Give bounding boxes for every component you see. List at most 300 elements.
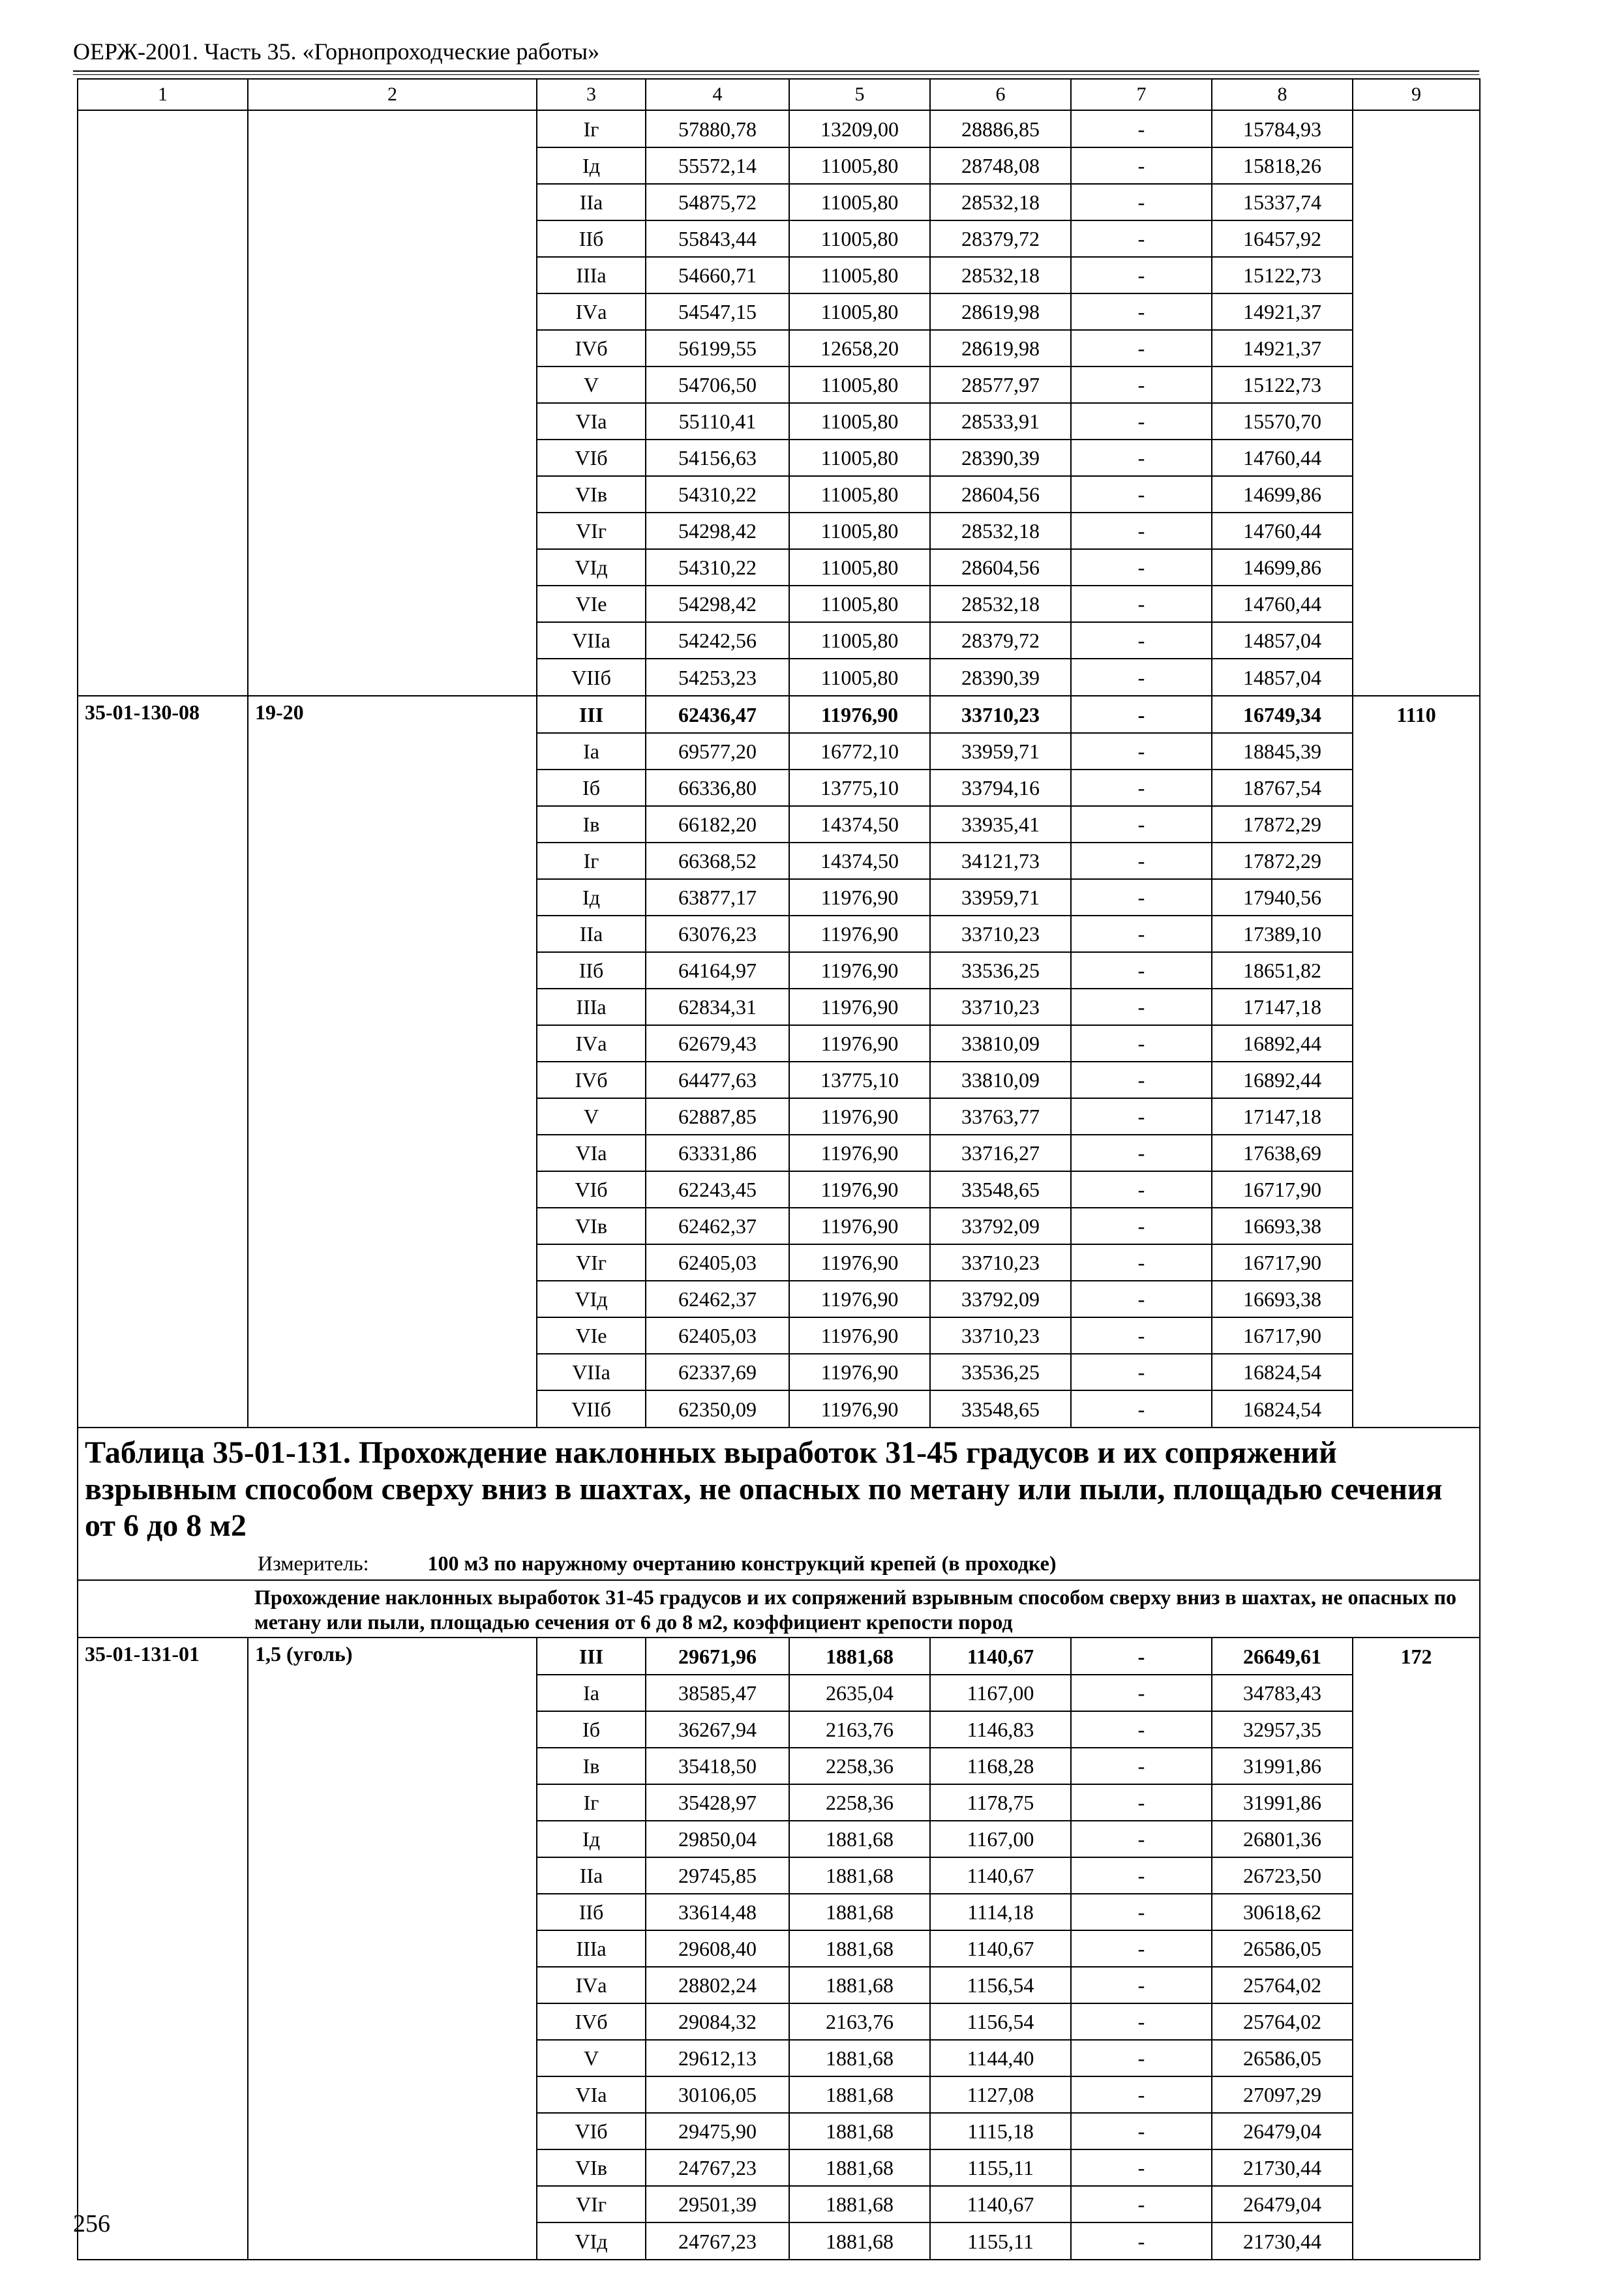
code-cell (78, 147, 248, 184)
code-cell (78, 2113, 248, 2149)
drivers-wages-cell: - (1071, 513, 1212, 549)
code-cell (78, 1062, 248, 1098)
variant-cell: VIв (537, 476, 646, 513)
wages-cell: 11005,80 (789, 147, 930, 184)
table-row (78, 2113, 1480, 2149)
variant-cell: IVа (537, 1967, 646, 2003)
machines-cell: 28604,56 (930, 549, 1071, 586)
wages-cell: 13209,00 (789, 110, 930, 147)
materials-cell: 17147,18 (1212, 989, 1353, 1025)
wages-cell: 11005,80 (789, 513, 930, 549)
variant-cell: VIб (537, 2113, 646, 2149)
parameter-cell (248, 403, 537, 440)
labor-cell (1353, 2149, 1480, 2186)
variant-cell: VIд (537, 2222, 646, 2260)
table-row (78, 1171, 1480, 1208)
machines-cell: 33794,16 (930, 770, 1071, 806)
column-number-row (78, 79, 1480, 110)
machines-cell: 33810,09 (930, 1025, 1071, 1062)
labor-cell (1353, 1208, 1480, 1244)
drivers-wages-cell: - (1071, 1354, 1212, 1390)
table-row (78, 220, 1480, 257)
table-row (78, 806, 1480, 843)
materials-cell: 17389,10 (1212, 916, 1353, 952)
materials-cell: 17872,29 (1212, 843, 1353, 879)
drivers-wages-cell: - (1071, 1711, 1212, 1748)
total-cost-cell: 55110,41 (646, 403, 789, 440)
parameter-cell (248, 879, 537, 916)
machines-cell: 33710,23 (930, 1244, 1071, 1281)
variant-cell: V (537, 367, 646, 403)
labor-cell (1353, 622, 1480, 659)
wages-cell: 11976,90 (789, 1354, 930, 1390)
machines-cell: 1167,00 (930, 1675, 1071, 1711)
wages-cell: 11005,80 (789, 184, 930, 220)
code-cell (78, 622, 248, 659)
materials-cell: 26649,61 (1212, 1638, 1353, 1675)
wages-cell: 16772,10 (789, 733, 930, 770)
machines-cell: 28532,18 (930, 257, 1071, 293)
materials-cell: 15122,73 (1212, 367, 1353, 403)
total-cost-cell: 62405,03 (646, 1317, 789, 1354)
wages-cell: 14374,50 (789, 806, 930, 843)
total-cost-cell: 29671,96 (646, 1638, 789, 1675)
labor-cell (1353, 586, 1480, 622)
variant-cell: Iа (537, 1675, 646, 1711)
parameter-cell (248, 1748, 537, 1784)
variant-cell: VIIа (537, 1354, 646, 1390)
drivers-wages-cell: - (1071, 367, 1212, 403)
table-row (78, 1967, 1480, 2003)
table-row (78, 989, 1480, 1025)
code-cell (78, 1857, 248, 1894)
code-cell (78, 2149, 248, 2186)
wages-cell: 11005,80 (789, 476, 930, 513)
code-cell (78, 2076, 248, 2113)
code-cell (78, 733, 248, 770)
parameter-cell (248, 549, 537, 586)
machines-cell: 28748,08 (930, 147, 1071, 184)
table-row (78, 1062, 1480, 1098)
total-cost-cell: 66182,20 (646, 806, 789, 843)
variant-cell: Iа (537, 733, 646, 770)
total-cost-cell: 56199,55 (646, 330, 789, 367)
parameter-cell (248, 770, 537, 806)
total-cost-cell: 54660,71 (646, 257, 789, 293)
labor-cell (1353, 1171, 1480, 1208)
code-cell (78, 659, 248, 696)
machines-cell: 1146,83 (930, 1711, 1071, 1748)
machines-cell: 28532,18 (930, 184, 1071, 220)
wages-cell: 2258,36 (789, 1748, 930, 1784)
labor-cell (1353, 770, 1480, 806)
labor-cell (1353, 1711, 1480, 1748)
wages-cell: 11976,90 (789, 1171, 930, 1208)
total-cost-cell: 54706,50 (646, 367, 789, 403)
parameter-cell (248, 622, 537, 659)
parameter-cell (248, 916, 537, 952)
code-cell (78, 440, 248, 476)
machines-cell: 1114,18 (930, 1894, 1071, 1930)
parameter-cell (248, 2149, 537, 2186)
total-cost-cell: 62834,31 (646, 989, 789, 1025)
materials-cell: 32957,35 (1212, 1711, 1353, 1748)
code-cell (78, 549, 248, 586)
variant-cell: VIг (537, 2186, 646, 2222)
parameter-cell (248, 1390, 537, 1428)
drivers-wages-cell: - (1071, 1244, 1212, 1281)
wages-cell: 11005,80 (789, 549, 930, 586)
header-rule (73, 70, 1479, 72)
parameter-cell (248, 184, 537, 220)
wages-cell: 11976,90 (789, 1281, 930, 1317)
wages-cell: 11005,80 (789, 659, 930, 696)
table-row (78, 1748, 1480, 1784)
description-cell: Прохождение наклонных выработок 31-45 градусов и их сопряжений взрывным способом сверху вниз в шахтах, не опасных по метану или пыли, площадью сечения от 6 до 8 м2, коэффициент крепости пород (78, 1580, 1480, 1638)
code-cell (78, 1171, 248, 1208)
wages-cell: 11005,80 (789, 257, 930, 293)
drivers-wages-cell: - (1071, 220, 1212, 257)
total-cost-cell: 54156,63 (646, 440, 789, 476)
materials-cell: 21730,44 (1212, 2149, 1353, 2186)
variant-cell: Iг (537, 110, 646, 147)
drivers-wages-cell: - (1071, 659, 1212, 696)
labor-cell (1353, 1098, 1480, 1135)
machines-cell: 28532,18 (930, 586, 1071, 622)
variant-cell: VIIб (537, 659, 646, 696)
labor-cell (1353, 989, 1480, 1025)
column-number-8: 8 (1212, 79, 1353, 110)
labor-cell (1353, 879, 1480, 916)
drivers-wages-cell: - (1071, 2040, 1212, 2076)
total-cost-cell: 55572,14 (646, 147, 789, 184)
code-cell (78, 293, 248, 330)
drivers-wages-cell: - (1071, 440, 1212, 476)
variant-cell: IIIа (537, 257, 646, 293)
variant-cell: Iб (537, 770, 646, 806)
code-cell (78, 1098, 248, 1135)
variant-cell: VIа (537, 2076, 646, 2113)
machines-cell: 1168,28 (930, 1748, 1071, 1784)
machines-cell: 33710,23 (930, 916, 1071, 952)
variant-cell: IIIа (537, 989, 646, 1025)
drivers-wages-cell: - (1071, 952, 1212, 989)
materials-cell: 25764,02 (1212, 1967, 1353, 2003)
labor-cell (1353, 2003, 1480, 2040)
code-cell: 35-01-130-08 (78, 696, 248, 733)
variant-cell: VIб (537, 440, 646, 476)
code-cell (78, 1317, 248, 1354)
labor-cell (1353, 659, 1480, 696)
wages-cell: 11976,90 (789, 1025, 930, 1062)
materials-cell: 30618,62 (1212, 1894, 1353, 1930)
machines-cell: 1167,00 (930, 1821, 1071, 1857)
total-cost-cell: 33614,48 (646, 1894, 789, 1930)
wages-cell: 11976,90 (789, 1208, 930, 1244)
machines-cell: 33935,41 (930, 806, 1071, 843)
code-cell (78, 1967, 248, 2003)
machines-cell: 33810,09 (930, 1062, 1071, 1098)
labor-cell (1353, 1784, 1480, 1821)
labor-cell (1353, 293, 1480, 330)
total-cost-cell: 29745,85 (646, 1857, 789, 1894)
total-cost-cell: 66336,80 (646, 770, 789, 806)
machines-cell: 33959,71 (930, 879, 1071, 916)
price-table (77, 78, 1481, 2260)
variant-cell: IIб (537, 220, 646, 257)
parameter-cell (248, 440, 537, 476)
table-row (78, 1390, 1480, 1428)
machines-cell: 33710,23 (930, 696, 1071, 733)
labor-cell (1353, 1025, 1480, 1062)
materials-cell: 16717,90 (1212, 1317, 1353, 1354)
materials-cell: 16717,90 (1212, 1244, 1353, 1281)
wages-cell: 11005,80 (789, 293, 930, 330)
machines-cell: 1140,67 (930, 2186, 1071, 2222)
drivers-wages-cell: - (1071, 1784, 1212, 1821)
parameter-cell (248, 1171, 537, 1208)
total-cost-cell: 62337,69 (646, 1354, 789, 1390)
total-cost-cell: 63076,23 (646, 916, 789, 952)
table-row (78, 696, 1480, 733)
page-number: 256 (73, 2210, 110, 2237)
table-row (78, 586, 1480, 622)
labor-cell (1353, 2222, 1480, 2260)
drivers-wages-cell: - (1071, 916, 1212, 952)
labor-cell (1353, 147, 1480, 184)
labor-cell (1353, 2076, 1480, 2113)
total-cost-cell: 28802,24 (646, 1967, 789, 2003)
labor-cell (1353, 2040, 1480, 2076)
drivers-wages-cell: - (1071, 1638, 1212, 1675)
machines-cell: 28532,18 (930, 513, 1071, 549)
drivers-wages-cell: - (1071, 293, 1212, 330)
labor-cell (1353, 330, 1480, 367)
materials-cell: 16824,54 (1212, 1390, 1353, 1428)
wages-cell: 1881,68 (789, 1894, 930, 1930)
wages-cell: 1881,68 (789, 1821, 930, 1857)
drivers-wages-cell: - (1071, 2003, 1212, 2040)
materials-cell: 26586,05 (1212, 2040, 1353, 2076)
parameter-cell (248, 2003, 537, 2040)
table-row (78, 257, 1480, 293)
parameter-cell (248, 1062, 537, 1098)
drivers-wages-cell: - (1071, 257, 1212, 293)
variant-cell: Iб (537, 1711, 646, 1748)
total-cost-cell: 62405,03 (646, 1244, 789, 1281)
drivers-wages-cell: - (1071, 1208, 1212, 1244)
variant-cell: VIв (537, 1208, 646, 1244)
total-cost-cell: 64164,97 (646, 952, 789, 989)
table-row (78, 2040, 1480, 2076)
variant-cell: VIа (537, 403, 646, 440)
materials-cell: 14921,37 (1212, 293, 1353, 330)
total-cost-cell: 54875,72 (646, 184, 789, 220)
machines-cell: 33710,23 (930, 989, 1071, 1025)
code-cell (78, 257, 248, 293)
unit-label: Измеритель: (258, 1551, 369, 1575)
labor-cell (1353, 367, 1480, 403)
parameter-cell (248, 1281, 537, 1317)
machines-cell: 1140,67 (930, 1857, 1071, 1894)
machines-cell: 28619,98 (930, 293, 1071, 330)
labor-cell (1353, 110, 1480, 147)
table-row (78, 659, 1480, 696)
drivers-wages-cell: - (1071, 1390, 1212, 1428)
machines-cell: 33710,23 (930, 1317, 1071, 1354)
table-row (78, 2222, 1480, 2260)
table-row (78, 1244, 1480, 1281)
table-row (78, 2186, 1480, 2222)
wages-cell: 11005,80 (789, 440, 930, 476)
drivers-wages-cell: - (1071, 2222, 1212, 2260)
labor-cell (1353, 1390, 1480, 1428)
code-cell (78, 1390, 248, 1428)
column-number-2: 2 (248, 79, 537, 110)
variant-cell: IVб (537, 330, 646, 367)
drivers-wages-cell: - (1071, 549, 1212, 586)
parameter-cell (248, 1354, 537, 1390)
materials-cell: 15570,70 (1212, 403, 1353, 440)
materials-cell: 26586,05 (1212, 1930, 1353, 1967)
parameter-cell (248, 1025, 537, 1062)
table-row (78, 2003, 1480, 2040)
drivers-wages-cell: - (1071, 476, 1212, 513)
drivers-wages-cell: - (1071, 1171, 1212, 1208)
machines-cell: 28379,72 (930, 622, 1071, 659)
machines-cell: 33536,25 (930, 952, 1071, 989)
code-cell: 35-01-131-01 (78, 1638, 248, 1675)
drivers-wages-cell: - (1071, 770, 1212, 806)
drivers-wages-cell: - (1071, 586, 1212, 622)
wages-cell: 11976,90 (789, 1390, 930, 1428)
total-cost-cell: 57880,78 (646, 110, 789, 147)
variant-cell: Iд (537, 879, 646, 916)
drivers-wages-cell: - (1071, 1894, 1212, 1930)
parameter-cell (248, 1857, 537, 1894)
table-row (78, 1894, 1480, 1930)
materials-cell: 25764,02 (1212, 2003, 1353, 2040)
variant-cell: IVа (537, 293, 646, 330)
variant-cell: VIв (537, 2149, 646, 2186)
column-number-5: 5 (789, 79, 930, 110)
parameter-cell (248, 220, 537, 257)
drivers-wages-cell: - (1071, 696, 1212, 733)
total-cost-cell: 54310,22 (646, 549, 789, 586)
wages-cell: 11005,80 (789, 367, 930, 403)
variant-cell: IVб (537, 2003, 646, 2040)
column-number-7: 7 (1071, 79, 1212, 110)
code-cell (78, 1930, 248, 1967)
parameter-cell (248, 1098, 537, 1135)
table-row (78, 147, 1480, 184)
drivers-wages-cell: - (1071, 1675, 1212, 1711)
table-row (78, 549, 1480, 586)
materials-cell: 15784,93 (1212, 110, 1353, 147)
materials-cell: 26479,04 (1212, 2113, 1353, 2149)
table-title-row (78, 1428, 1480, 1580)
labor-cell (1353, 2113, 1480, 2149)
machines-cell: 33548,65 (930, 1171, 1071, 1208)
code-cell (78, 1748, 248, 1784)
drivers-wages-cell: - (1071, 733, 1212, 770)
parameter-cell: 1,5 (уголь) (248, 1638, 537, 1675)
materials-cell: 16892,44 (1212, 1025, 1353, 1062)
total-cost-cell: 36267,94 (646, 1711, 789, 1748)
wages-cell: 2258,36 (789, 1784, 930, 1821)
materials-cell: 14760,44 (1212, 440, 1353, 476)
wages-cell: 1881,68 (789, 1930, 930, 1967)
variant-cell: VIIб (537, 1390, 646, 1428)
parameter-cell (248, 147, 537, 184)
table-title: Таблица 35-01-131. Прохождение наклонных выработок 31-45 градусов и их сопряжений взрывным способом сверху вниз в шахтах, не опасных по метану или пыли, площадью сечения от 6 до 8 м2 (85, 1435, 1443, 1543)
unit-of-measure (85, 1551, 1473, 1576)
drivers-wages-cell: - (1071, 1748, 1212, 1784)
drivers-wages-cell: - (1071, 806, 1212, 843)
total-cost-cell: 63877,17 (646, 879, 789, 916)
materials-cell: 31991,86 (1212, 1784, 1353, 1821)
code-cell (78, 2040, 248, 2076)
drivers-wages-cell: - (1071, 147, 1212, 184)
labor-cell (1353, 1281, 1480, 1317)
materials-cell: 14699,86 (1212, 476, 1353, 513)
labor-cell (1353, 403, 1480, 440)
parameter-cell (248, 1135, 537, 1171)
table-row (78, 1025, 1480, 1062)
labor-cell (1353, 1857, 1480, 1894)
parameter-cell (248, 2186, 537, 2222)
wages-cell: 14374,50 (789, 843, 930, 879)
labor-cell (1353, 1062, 1480, 1098)
parameter-cell (248, 1784, 537, 1821)
code-cell (78, 1894, 248, 1930)
machines-cell: 28533,91 (930, 403, 1071, 440)
table-row (78, 1821, 1480, 1857)
labor-cell (1353, 257, 1480, 293)
materials-cell: 14699,86 (1212, 549, 1353, 586)
total-cost-cell: 29612,13 (646, 2040, 789, 2076)
parameter-cell (248, 1317, 537, 1354)
table-row (78, 879, 1480, 916)
table-row (78, 330, 1480, 367)
materials-cell: 17638,69 (1212, 1135, 1353, 1171)
machines-cell: 33716,27 (930, 1135, 1071, 1171)
drivers-wages-cell: - (1071, 989, 1212, 1025)
wages-cell: 1881,68 (789, 2076, 930, 2113)
code-cell (78, 1281, 248, 1317)
variant-cell: IIIа (537, 1930, 646, 1967)
variant-cell: VIд (537, 1281, 646, 1317)
drivers-wages-cell: - (1071, 879, 1212, 916)
labor-cell (1353, 1675, 1480, 1711)
labor-cell (1353, 220, 1480, 257)
labor-cell (1353, 1748, 1480, 1784)
description-row (78, 1580, 1480, 1638)
variant-cell: VIг (537, 513, 646, 549)
wages-cell: 1881,68 (789, 2222, 930, 2260)
materials-cell: 14857,04 (1212, 622, 1353, 659)
total-cost-cell: 54310,22 (646, 476, 789, 513)
code-cell (78, 1821, 248, 1857)
code-cell (78, 513, 248, 549)
table-row (78, 110, 1480, 147)
running-header: ОЕРЖ-2001. Часть 35. «Горнопроходческие работы» (73, 38, 600, 65)
code-cell (78, 1135, 248, 1171)
labor-cell (1353, 1317, 1480, 1354)
materials-cell: 16824,54 (1212, 1354, 1353, 1390)
parameter-cell (248, 330, 537, 367)
labor-cell (1353, 1354, 1480, 1390)
